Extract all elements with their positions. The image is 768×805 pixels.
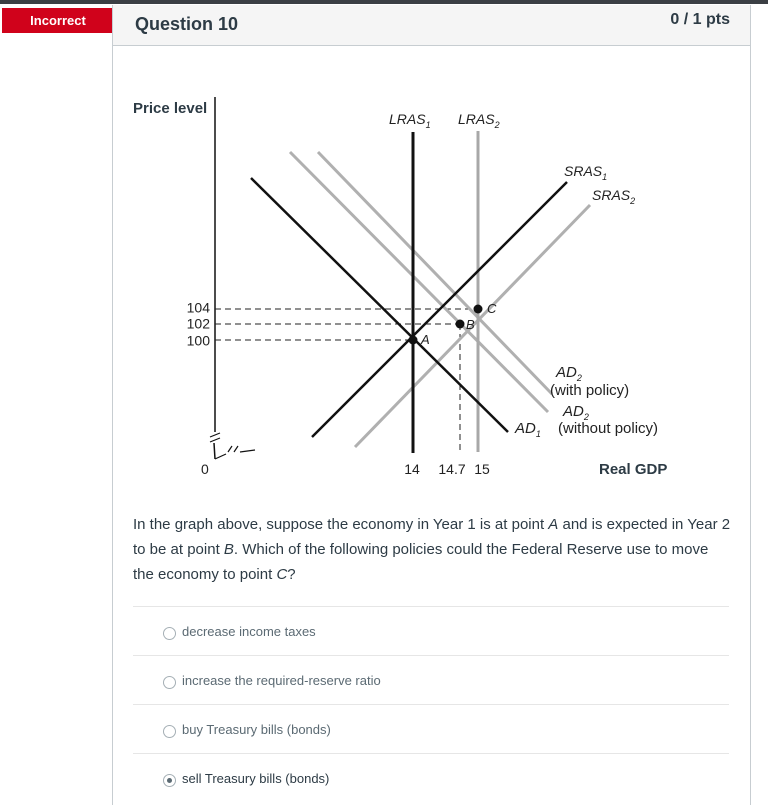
answer-label[interactable]: sell Treasury bills (bonds)	[182, 771, 330, 786]
question-title: Question 10	[135, 14, 239, 34]
gdp-tick-14: 14	[404, 461, 420, 477]
price-tick-104: 104	[186, 299, 210, 316]
price-tick-100: 100	[186, 332, 210, 349]
gdp-tick-14-7: 14.7	[438, 461, 466, 477]
radio-button[interactable]	[163, 676, 176, 689]
question-text: In the graph above, suppose the economy in Year 1 is at point A and is expected in Year 2 to be at point B. Which of the following policies could the Federal Reserve use to move the economy to point C?	[133, 516, 731, 583]
answer-option-selected[interactable]	[133, 753, 729, 802]
ad2-with-policy-note: (with policy)	[550, 382, 630, 399]
point-c-label: C	[487, 301, 497, 316]
point-a-marker	[409, 336, 418, 345]
radio-button[interactable]	[163, 627, 176, 640]
answer-option[interactable]	[133, 704, 729, 753]
gdp-tick-15: 15	[474, 461, 490, 477]
radio-button[interactable]	[163, 725, 176, 738]
ad1-label: $AD_1$	[515, 420, 541, 439]
point-a-label: A	[421, 332, 430, 347]
radio-button-selected[interactable]	[163, 774, 176, 787]
answer-label[interactable]: decrease income taxes	[182, 624, 316, 639]
y-axis-break-icon	[210, 433, 220, 442]
question-points: 0 / 1 pts	[670, 11, 730, 28]
answer-list	[133, 606, 729, 802]
sras1-label: $SRAS_1$	[564, 163, 608, 182]
origin-label: 0	[201, 461, 209, 477]
point-b-label: B	[466, 317, 475, 332]
lras2-label: $LRAS_2$	[458, 111, 500, 130]
x-axis-start	[215, 454, 226, 459]
answer-option[interactable]	[133, 606, 729, 655]
price-tick-102: 102	[186, 315, 210, 332]
x-axis	[240, 450, 255, 452]
y-axis-label: Price level	[133, 100, 208, 117]
ad2-with-policy-curve	[290, 152, 548, 412]
lras1-label: $LRAS_1$	[389, 111, 431, 130]
sras2-label: $SRAS_2$	[592, 187, 636, 206]
ad2-without-policy-note: (without policy)	[558, 420, 659, 437]
answer-label[interactable]: increase the required-reserve ratio	[182, 673, 381, 688]
x-axis-break-icon	[228, 446, 238, 452]
ad2-without-policy-label: $AD_2$	[563, 403, 589, 422]
answer-label[interactable]: buy Treasury bills (bonds)	[182, 722, 331, 737]
point-c-marker	[474, 305, 483, 314]
y-axis-lower	[214, 443, 215, 459]
ad2-without-policy-curve	[318, 152, 552, 394]
point-b-marker	[456, 320, 465, 329]
status-badge-label: Incorrect	[30, 13, 86, 28]
x-axis-label: Real GDP	[599, 461, 668, 478]
ad2-with-policy-label: $AD_2$	[556, 364, 582, 383]
answer-option[interactable]	[133, 655, 729, 704]
